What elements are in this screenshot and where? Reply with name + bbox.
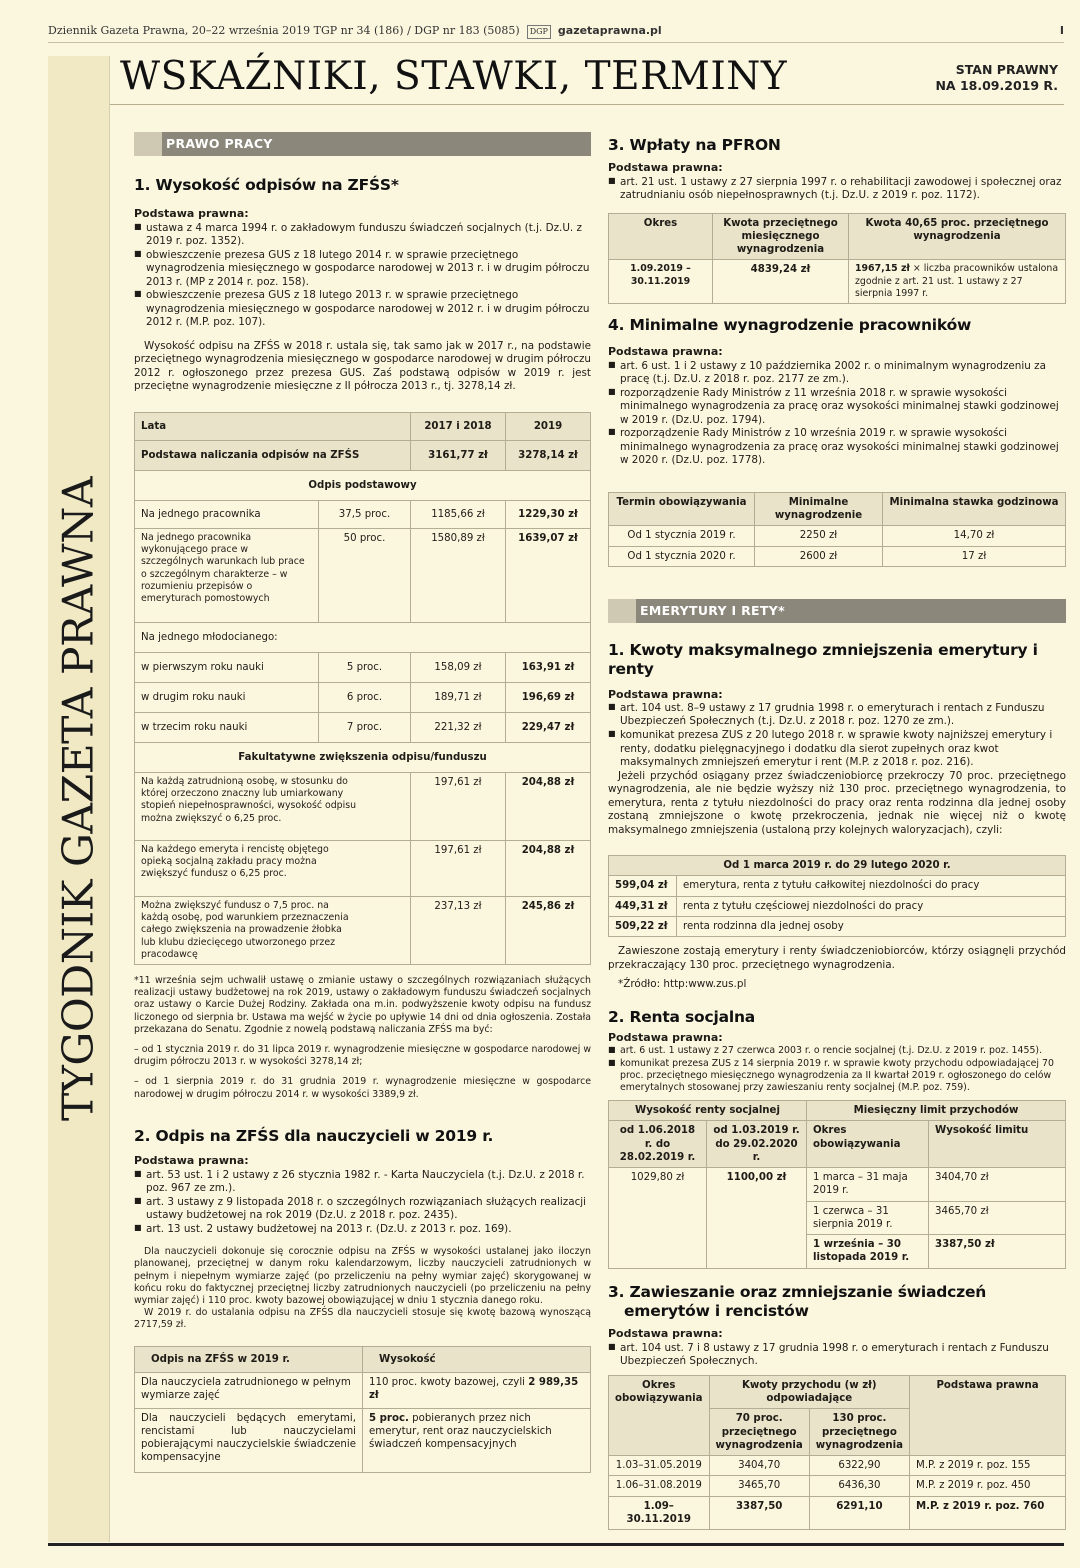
legal-basis-list: [134, 222, 591, 330]
side-title: TYGODNIK GAZETA PRAWNA: [53, 476, 103, 1122]
footnote: *11 września sejm uchwalił ustawę o zmianie ustawy o szczególnych rozwiązaniach służących realizacji ustawy budżetowej na rok 2019, ustawy o zakładowym funduszu świadczeń socjalnych oraz ustawy o Karcie Dużej Rodziny. Zakłada ona m.in. podwyższenie kwoty odpisu na fundusz liczonego od sierpnia br. Ustawa ma wejść w życie po upływie 14 dni od dnia ogłoszenia. Została przekazana do Senatu. Zgodnie z nowelą podstawą naliczania ZFŚS ma być:: [134, 974, 591, 1035]
header-2019: 2019: [506, 412, 591, 440]
header-years: Lata: [135, 412, 411, 440]
legal-basis-label: Podstawa prawna:: [608, 1327, 723, 1341]
table-row: 1.09–30.11.2019 3387,50 6291,10 M.P. z 2019 r. poz. 760: [609, 1496, 1066, 1530]
footnote-point-1: – od 1 stycznia 2019 r. do 31 lipca 2019 r. wynagrodzenie miesięczne w gospodarce narodowej w drugim półroczu 2013 r. w wysokości 3278,14 zł;: [134, 1044, 591, 1068]
legal-basis-list: [608, 702, 1066, 770]
section-title-max-reduction: 1. Kwoty maksymalnego zmniejszenia emerytury i renty: [608, 640, 1038, 679]
legal-basis-item: ■ art. 6 ust. 1 i 2 ustawy z 10 października 2002 r. o minimalnym wynagrodzeniu za pracę (t.j. Dz.U. z 2018 r. poz. 2177 ze zm.).: [608, 360, 1066, 387]
reduction-paragraph: Jeżeli przychód osiągany przez świadczeniobiorcę przekroczy 70 proc. przeciętnego wynagrodzenia, ale nie będzie wyższy niż 130 proc. przeciętnego wynagrodzenia, to emerytura, renta z tytułu niezdolności do pracy oraz renta rodzinna dla jednej osoby zostaną zmniejszone o kwotę przekroczenia, jednak nie więcej niż o kwotę maksymalnego zmniejszenia (ustaloną przy kolejnych waloryzacjach), czyli:: [608, 769, 1066, 836]
legal-basis-list: [608, 360, 1066, 468]
top-bar: [48, 23, 1064, 43]
status-line-1: STAN PRAWNY: [955, 62, 1058, 77]
basic-deduction-header: Odpis podstawowy: [135, 470, 591, 500]
legal-basis-label: Podstawa prawna:: [134, 207, 249, 221]
reduction-period-header: Od 1 marca 2019 r. do 29 lutego 2020 r.: [609, 856, 1066, 876]
table-row: Na jednego pracownika 37,5 proc. 1185,66 zł 1229,30 zł: [135, 500, 591, 528]
legal-basis-item: ■ art. 3 ustawy z 9 listopada 2018 r. o szczególnych rozwiązaniach służących realizacji ustawy budżetowej na rok 2019 (Dz.U. z 2018 r. poz. 2435).: [134, 1196, 591, 1223]
legal-basis-item: ■ rozporządzenie Rady Ministrów z 11 września 2018 r. w sprawie wysokości minimalnego wynagrodzenia za pracę oraz wysokości minimalnej stawki godzinowej w 2019 r. (Dz.U. poz. 1794).: [608, 387, 1066, 428]
legal-basis-list: [134, 1169, 591, 1237]
table-row: w trzecim roku nauki 7 proc. 221,32 zł 229,47 zł: [135, 712, 591, 742]
legal-basis-list: [608, 1045, 1066, 1094]
table-row: Od 1 stycznia 2020 r. 2600 zł 17 zł: [609, 546, 1066, 566]
table-row: Na każdą zatrudnioną osobę, w stosunku do której orzeczono znaczny lub umiarkowany stopień niepełnosprawności, wysokość odpisu można zwiększyć o 6,25 proc. 197,61 zł 204,88 zł: [135, 772, 591, 840]
table-row: Można zwiększyć fundusz o 7,5 proc. na każdą osobę, pod warunkiem przeznaczenia całego zwiększenia na prowadzenie żłobka lub klubu dziecięcego utworzonego przez pracodawcę 237,13 zł 245,86 zł: [135, 896, 591, 964]
table-row: Na jednego pracownika wykonującego prace w szczególnych warunkach lub prace o szczególnym charakterze – w rozumieniu przepisów o emeryturach pomostowych 50 proc. 1580,89 zł 1639,07 zł: [135, 528, 591, 622]
pfron-header-calc: Kwota 40,65 proc. przeciętnego wynagrodzenia: [849, 213, 1066, 260]
left-column: [134, 132, 591, 1473]
legal-basis-item: ■ komunikat prezesa ZUS z 14 sierpnia 2019 r. w sprawie kwoty przychodu odpowiadającej 70 proc. przeciętnego miesięcznego wynagrodzenia za II kwartał 2019 r. ogłoszonego do celów emerytalnych stosowanej przy zawieszaniu renty socjalnej (M.P. poz. 759).: [608, 1058, 1066, 1095]
base-value-2019: 3278,14 zł: [506, 440, 591, 470]
pfron-header-amount: Kwota przeciętnego miesięcznego wynagrodzenia: [713, 213, 849, 260]
page-number: I: [1059, 24, 1064, 38]
legal-status: [935, 62, 1058, 95]
table-row: 1.06–31.08.2019 3465,70 6436,30 M.P. z 2019 r. poz. 450: [609, 1476, 1066, 1496]
table-row: 1 czerwca – 31 sierpnia 2019 r. 3465,70 zł: [609, 1201, 1066, 1235]
table-row: 1 września – 30 listopada 2019 r. 3387,50 zł: [609, 1235, 1066, 1269]
table-row: 509,22 zł renta rodzinna dla jednej osoby: [609, 916, 1066, 936]
mw-header-rate: Minimalna stawka godzinowa: [883, 492, 1066, 526]
base-value-2017-2018: 3161,77 zł: [411, 440, 506, 470]
masthead-divider: [110, 104, 1064, 105]
side-column: [48, 56, 110, 1542]
legal-basis-item: ■ art. 21 ust. 1 ustawy z 27 sierpnia 1997 r. o rehabilitacji zawodowej i społecznej oraz zatrudnianiu osób niepełnosprawnych (t.j. Dz.U. z 2019 r. poz. 1172).: [608, 176, 1066, 203]
table-row: 1.09.2019 –30.11.2019 4839,24 zł 1967,15 zł × liczba pracowników ustalona zgodnie z art. 21 ust. 1 ustawy z 27 sierpnia 1997 r.: [609, 260, 1066, 304]
legal-basis-item: ■ art. 104 ust. 8–9 ustawy z 17 grudnia 1998 r. o emeryturach i rentach z Funduszu Ubezpieczeń Społecznych (t.j. Dz.U. z 2018 r. poz. 1270 ze zm.).: [608, 702, 1066, 729]
max-reduction-table: [608, 855, 1066, 937]
social-header-amount: Wysokość renty socjalnej: [609, 1101, 807, 1121]
section-title-minimum-wage: 4. Minimalne wynagrodzenie pracowników: [608, 316, 972, 335]
table-row: 449,31 zł renta z tytułu częściowej niezdolności do pracy: [609, 896, 1066, 916]
table-row: w pierwszym roku nauki 5 proc. 158,09 zł 163,91 zł: [135, 652, 591, 682]
section-band-pensions: EMERYTURY I RETY*: [608, 599, 1066, 623]
legal-basis-item: ■ ustawa z 4 marca 1994 r. o zakładowym funduszu świadczeń socjalnych (t.j. Dz.U. z 2019 r. poz. 1352).: [134, 222, 591, 249]
mw-header-term: Termin obowiązywania: [609, 492, 755, 526]
table-row: 599,04 zł emerytura, renta z tytułu całkowitej niezdolności do pracy: [609, 876, 1066, 896]
legal-basis-item: ■ rozporządzenie Rady Ministrów z 10 września 2019 r. w sprawie wysokości minimalnego wynagrodzenia za pracę oraz wysokości minimalnej stawki godzinowej w 2020 r. (Dz.U. poz. 1778).: [608, 427, 1066, 468]
footnote-point-2: – od 1 sierpnia 2019 r. do 31 grudnia 2019 r. wynagrodzenie miesięczne w gospodarce narodowej w drugim półroczu 2014 r. w wysokości 3389,9 zł.: [134, 1076, 591, 1100]
section-title-suspension: [608, 1283, 1066, 1322]
status-line-2: NA 18.09.2019 R.: [935, 78, 1058, 94]
legal-basis-item: ■ art. 104 ust. 7 i 8 ustawy z 17 grudnia 1998 r. o emeryturach i rentach z Funduszu Ubezpieczeń Społecznych.: [608, 1342, 1066, 1369]
table-row: w drugim roku nauki 6 proc. 189,71 zł 196,69 zł: [135, 682, 591, 712]
legal-basis-label: Podstawa prawna:: [608, 345, 723, 359]
suspension-table: Okres obowiązywania Kwoty przychodu (w zł) odpowiadające Podstawa prawna 70 proc. przeciętnego wynagrodzenia 130 proc. przeciętnego wynagrodzenia 1.03–31.05.2019 3404,70 6322,90 M.P. z 2019 r. poz. 155 1.06–31.08.2019 3465,70 6436,30 M.P. z 2019 r. poz. 450 1.09–30.11.2019 3387,50 6291,10 M.P. z 2019 r. poz. 760: [608, 1375, 1066, 1530]
legal-basis-list: [608, 176, 1066, 203]
legal-basis-item: ■ art. 53 ust. 1 i 2 ustawy z 26 stycznia 1982 r. - Karta Nauczyciela (t.j. Dz.U. z 2018 r. poz. 967 ze zm.).: [134, 1169, 591, 1196]
young-worker-label: Na jednego młodocianego:: [135, 622, 591, 652]
minimum-wage-table: [608, 492, 1066, 567]
table-row: 1.03–31.05.2019 3404,70 6322,90 M.P. z 2019 r. poz. 155: [609, 1456, 1066, 1476]
social-header-limit: Miesięczny limit przychodów: [807, 1101, 1066, 1121]
table-row: Dla nauczyciela zatrudnionego w pełnym wymiarze zajęć 110 proc. kwoty bazowej, czyli 2 989,35 zł: [135, 1372, 591, 1408]
header-2017-2018: 2017 i 2018: [411, 412, 506, 440]
table-row: Dla nauczycieli będących emerytami, rencistami lub nauczycielami pobierającymi nauczycielskie świadczenie kompensacyjne 5 proc. pobieranych przez nich emerytur, rent oraz nauczycielskich świadczeń kompensacyjnych: [135, 1408, 591, 1472]
right-column: [608, 132, 1066, 1530]
pfron-table: [608, 213, 1066, 304]
table-row: Na każdego emeryta i rencistę objętego opieką socjalną zakładu pracy można zwiększyć fundusz o 6,25 proc. 197,61 zł 204,88 zł: [135, 840, 591, 896]
table-row: 1029,80 zł 1100,00 zł 1 marca – 31 maja 2019 r. 3404,70 zł: [609, 1168, 1066, 1202]
legal-basis-item: ■ obwieszczenie prezesa GUS z 18 lutego 2014 r. w sprawie przeciętnego wynagrodzenia miesięcznego w gospodarce narodowej w 2013 r. i w drugim półroczu 2013 r. (MP z 2014 r. poz. 158).: [134, 249, 591, 290]
page-title: WSKAŹNIKI, STAWKI, TERMINY: [120, 54, 788, 99]
suspension-title-line-2: emerytów i rencistów: [624, 1302, 809, 1321]
legal-basis-label: Podstawa prawna:: [608, 687, 723, 701]
optional-increase-header: Fakultatywne zwiększenia odpisu/funduszu: [135, 742, 591, 772]
dgp-logo-badge: DGP: [527, 25, 551, 39]
teachers-header-1: Odpis na ZFŚS w 2019 r.: [135, 1346, 363, 1372]
legal-basis-item: ■ art. 6 ust. 1 ustawy z 27 czerwca 2003 r. o rencie socjalnej (t.j. Dz.U. z 2019 r. poz. 1455).: [608, 1045, 1066, 1057]
social-pension-table: Wysokość renty socjalnej Miesięczny limit przychodów od 1.06.2018 r. do 28.02.2019 r. od 1.03.2019 r. do 29.02.2020 r. Okres obowiązywania Wysokość limitu 1029,80 zł 1100,00 zł 1 marca – 31 maja 2019 r. 3404,70 zł 1 czerwca – 31 sierpnia 2019 r. 3465,70 zł 1 września – 30 listopada 2019 r. 3387,50 zł: [608, 1100, 1066, 1269]
source-note: *Źródło: http:www.zus.pl: [618, 978, 747, 991]
teachers-header-2: Wysokość: [363, 1346, 591, 1372]
legal-basis-item: ■ komunikat prezesa ZUS z 20 lutego 2018 r. w sprawie kwoty najniższej emerytury i renty, dodatku pielęgnacyjnego i dodatku dla sierot zupełnych oraz kwot maksymalnych zmniejszeń emerytur i rent (M.P. z 2018 r. poz. 216).: [608, 729, 1066, 770]
legal-basis-label: Podstawa prawna:: [134, 1154, 249, 1168]
legal-basis-label: Podstawa prawna:: [608, 1031, 723, 1045]
mw-header-wage: Minimalne wynagrodzenie: [755, 492, 883, 526]
suspension-title-line-1: 3. Zawieszanie oraz zmniejszanie świadczeń: [608, 1282, 987, 1301]
zfss-table: [134, 412, 591, 965]
legal-basis-list: [608, 1342, 1066, 1369]
section-band-labour-law: PRAWO PRACY: [134, 132, 591, 156]
suspension-note: Zawieszone zostają emerytury i renty świadczeniobiorców, którzy osiągnęli przychód przekraczający 130 proc. przeciętnego wynagrodzenia.: [608, 945, 1066, 971]
base-label: Podstawa naliczania odpisów na ZFŚS: [135, 440, 411, 470]
issue-line: Dziennik Gazeta Prawna, 20–22 września 2019 TGP nr 34 (186) / DGP nr 183 (5085): [48, 24, 520, 38]
legal-basis-item: ■ obwieszczenie prezesa GUS z 18 lutego 2013 r. w sprawie przeciętnego wynagrodzenia miesięcznego w gospodarce narodowej w 2012 r. i w drugim półroczu 2012 r. (M.P. poz. 107).: [134, 289, 591, 330]
section-title-social-pension: 2. Renta socjalna: [608, 1007, 756, 1026]
site-link[interactable]: gazetaprawna.pl: [557, 24, 662, 38]
pfron-header-period: Okres: [609, 213, 713, 260]
legal-basis-item: ■ art. 13 ust. 2 ustawy budżetowej na 2013 r. (Dz.U. z 2013 r. poz. 169).: [134, 1223, 591, 1237]
teachers-paragraph: Dla nauczycieli dokonuje się corocznie odpisu na ZFŚS w wysokości ustalanej jako iloczyn planowanej, przeciętnej w danym roku kalendarzowym, liczby nauczycieli zatrudnionych w pełnym i niepełnym wymiarze zajęć (po przeliczeniu na pełny wymiar zajęć) skorygowanej w końcu roku do faktycznej przeciętnej liczby zatrudnionych nauczycieli (po przeliczeniu na pełny wymiar zajęć) i 110 proc. kwoty bazowej obowiązującej w dniu 1 stycznia danego roku.: [134, 1246, 591, 1307]
bottom-divider: [48, 1543, 1064, 1546]
section-title-pfron: 3. Wpłaty na PFRON: [608, 136, 781, 154]
section-title-zfss: 1. Wysokość odpisów na ZFŚS*: [134, 176, 399, 194]
teachers-table: [134, 1346, 591, 1473]
section-title-teachers: 2. Odpis na ZFŚS dla nauczycieli w 2019 r.: [134, 1126, 494, 1145]
legal-basis-label: Podstawa prawna:: [608, 161, 723, 175]
table-row: Od 1 stycznia 2019 r. 2250 zł 14,70 zł: [609, 526, 1066, 546]
zfss-paragraph: Wysokość odpisu na ZFŚS w 2018 r. ustala się, tak samo jak w 2017 r., na podstawie przeciętnego wynagrodzenia miesięcznego w gospodarce narodowej w drugim półroczu 2012 r. ogłoszonego przez prezesa GUS. Zaś podstawą odpisów w 2019 r. jest przeciętne wynagrodzenie miesięczne z II półrocza 2013 r., tj. 3278,14 zł.: [134, 339, 591, 393]
teachers-paragraph-2: W 2019 r. do ustalania odpisu na ZFŚS dla nauczycieli stosuje się kwotę bazową wynoszącą 2717,59 zł.: [134, 1307, 591, 1331]
